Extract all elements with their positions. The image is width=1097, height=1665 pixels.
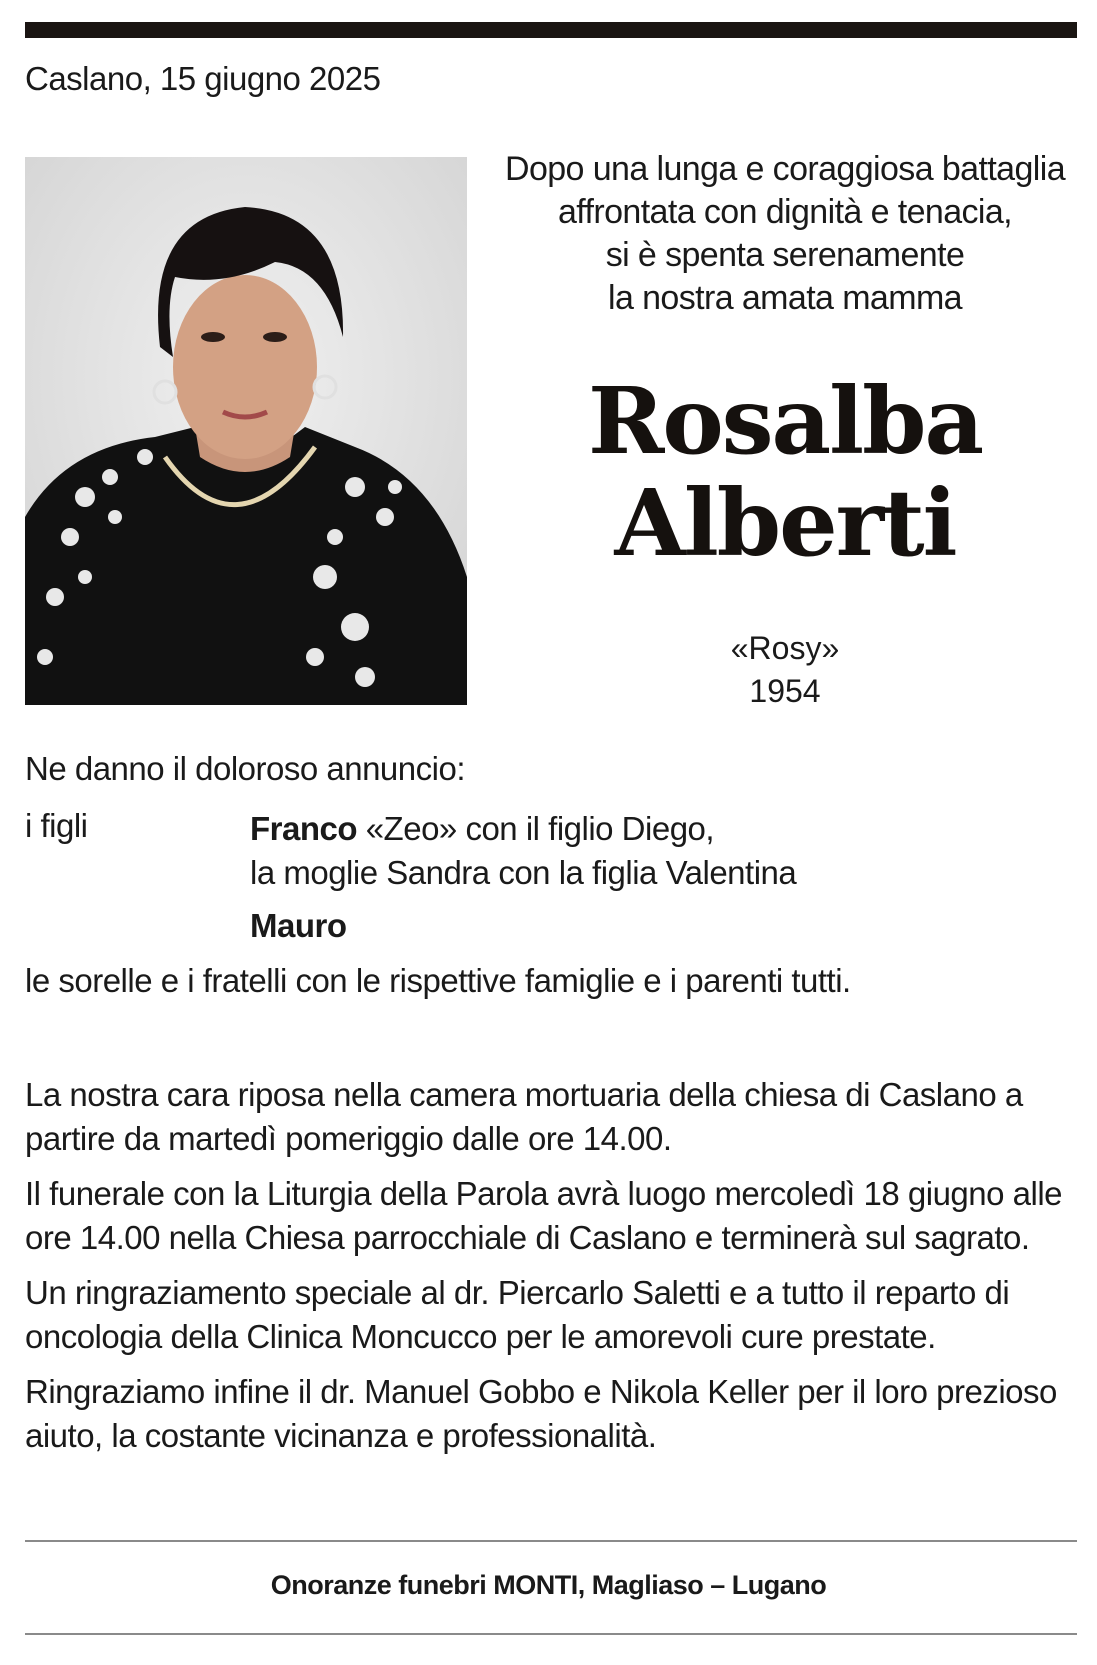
last-name: Alberti [614,469,956,577]
child1-name: Franco [250,810,358,847]
intro-line: affrontata con dignità e tenacia, [557,193,1013,231]
relatives: le sorelle e i fratelli con le rispettive famiglie e i parenti tutti. [25,962,851,999]
intro-text [470,148,1097,320]
notice-body [25,1073,1075,1469]
intro-line: Dopo una lunga e coraggiosa battaglia [504,150,1066,188]
paragraph-thanks-clinic: Un ringraziamento speciale al dr. Piercarlo Saletti e a tutto il reparto di oncologia della Clinica Moncucco per le amorevoli cure prestate. [25,1274,1010,1355]
funeral-home: Onoranze funebri MONTI, Magliaso – Lugano [270,1570,827,1600]
footer-rule-bottom [25,1633,1077,1635]
place-date: Caslano, 15 giugno 2025 [25,60,381,97]
child1-rest: «Zeo» con il figlio Diego, [357,810,715,847]
intro-line: si è spenta serenamente [605,236,965,274]
top-bar [25,22,1077,38]
nickname: «Rosy» [730,630,840,666]
child-franco [250,807,796,895]
birth-year: 1954 [749,673,821,709]
children-label: i figli [25,807,88,844]
paragraph-thanks-final: Ringraziamo infine il dr. Manuel Gobbo e Nikola Keller per il loro prezioso aiuto, la costante vicinanza e professionalità. [25,1373,1057,1454]
child-mauro: Mauro [250,907,347,944]
portrait-photo [25,157,467,705]
paragraph-viewing: La nostra cara riposa nella camera mortuaria della chiesa di Caslano a partire da martedì pomeriggio dalle ore 14.00. [25,1076,1023,1157]
intro-line: la nostra amata mamma [608,279,962,317]
paragraph-funeral: Il funerale con la Liturgia della Parola avrà luogo mercoledì 18 giugno alle ore 14.00 nella Chiesa parrocchiale di Caslano e terminerà sul sagrato. [25,1175,1063,1256]
child1-line2: la moglie Sandra con la figlia Valentina [250,854,797,891]
deceased-name [470,367,1097,577]
footer-rule-top [25,1540,1077,1542]
announcement-intro: Ne danno il doloroso annuncio: [25,750,465,787]
first-name: Rosalba [587,367,983,475]
